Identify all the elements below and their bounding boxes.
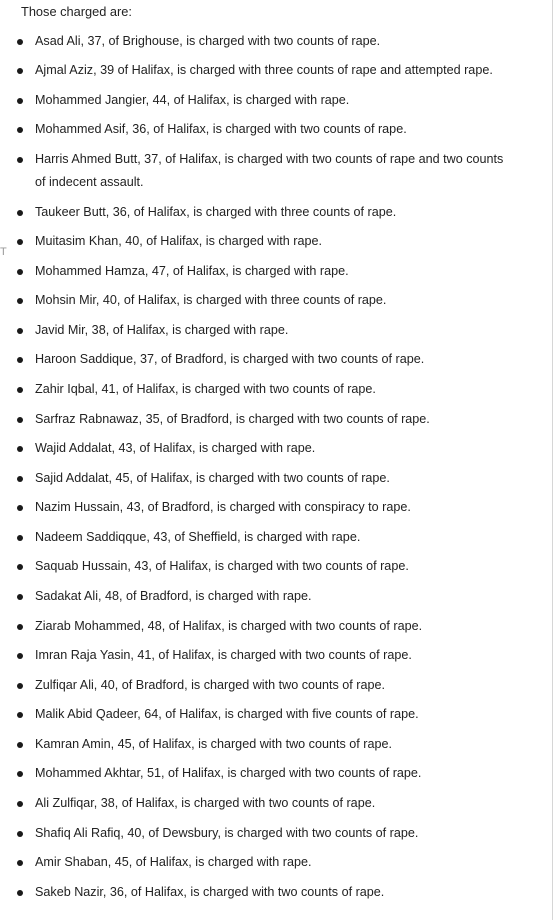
bullet-icon	[17, 417, 23, 423]
list-item	[35, 118, 515, 141]
list-item	[35, 348, 515, 371]
list-item-text: Mohammed Hamza, 47, of Halifax, is charged with rape.	[35, 264, 349, 278]
bullet-icon	[17, 831, 23, 837]
list-item-text: Mohammed Jangier, 44, of Halifax, is charged with rape.	[35, 93, 350, 107]
bullet-icon	[17, 269, 23, 275]
list-item	[35, 615, 515, 638]
list-item-text: Saquab Hussain, 43, of Halifax, is charged with two counts of rape.	[35, 559, 409, 573]
list-item	[35, 437, 515, 460]
right-edge-divider	[552, 0, 553, 920]
list-item-text: Asad Ali, 37, of Brighouse, is charged with two counts of rape.	[35, 34, 381, 48]
bullet-icon	[17, 298, 23, 304]
list-item-text: Malik Abid Qadeer, 64, of Halifax, is charged with five counts of rape.	[35, 707, 419, 721]
list-item	[35, 408, 515, 431]
bullet-icon	[17, 98, 23, 104]
list-item-text: Mohammed Akhtar, 51, of Halifax, is charged with two counts of rape.	[35, 766, 422, 780]
bullet-icon	[17, 328, 23, 334]
list-item-text: Zahir Iqbal, 41, of Halifax, is charged with two counts of rape.	[35, 382, 376, 396]
bullet-icon	[17, 535, 23, 541]
list-item-text: Amir Shaban, 45, of Halifax, is charged with rape.	[35, 855, 312, 869]
list-item	[35, 319, 515, 342]
bullet-icon	[17, 157, 23, 163]
list-item-text: Sadakat Ali, 48, of Bradford, is charged with rape.	[35, 589, 312, 603]
list-item	[35, 59, 515, 82]
bullet-icon	[17, 476, 23, 482]
bullet-icon	[17, 801, 23, 807]
bullet-icon	[17, 624, 23, 630]
left-margin-mark: T	[0, 246, 7, 258]
list-item-text: Muitasim Khan, 40, of Halifax, is charged with rape.	[35, 234, 322, 248]
list-item-text: Wajid Addalat, 43, of Halifax, is charged with rape.	[35, 441, 316, 455]
list-item-text: Nazim Hussain, 43, of Bradford, is charged with conspiracy to rape.	[35, 500, 411, 514]
list-item	[35, 467, 515, 490]
list-item	[35, 792, 515, 815]
list-item-text: Zulfiqar Ali, 40, of Bradford, is charged with two counts of rape.	[35, 678, 386, 692]
list-item	[35, 30, 515, 53]
list-item	[35, 674, 515, 697]
list-item-text: Kamran Amin, 45, of Halifax, is charged with two counts of rape.	[35, 737, 392, 751]
list-item	[35, 822, 515, 845]
list-item-text: Harris Ahmed Butt, 37, of Halifax, is charged with two counts of rape and two counts of indecent assault.	[35, 152, 504, 189]
list-item-text: Ajmal Aziz, 39 of Halifax, is charged with three counts of rape and attempted rape.	[35, 63, 493, 77]
bullet-icon	[17, 446, 23, 452]
list-item	[35, 555, 515, 578]
list-item	[35, 644, 515, 667]
list-item	[35, 585, 515, 608]
list-item-text: Sajid Addalat, 45, of Halifax, is charged with two counts of rape.	[35, 471, 390, 485]
list-item-text: Mohsin Mir, 40, of Halifax, is charged with three counts of rape.	[35, 293, 387, 307]
bullet-icon	[17, 683, 23, 689]
list-item	[35, 378, 515, 401]
list-item-text: Taukeer Butt, 36, of Halifax, is charged with three counts of rape.	[35, 205, 397, 219]
list-item	[35, 289, 515, 312]
list-item-text: Haroon Saddique, 37, of Bradford, is charged with two counts of rape.	[35, 352, 425, 366]
bullet-icon	[17, 39, 23, 45]
bullet-icon	[17, 860, 23, 866]
bullet-icon	[17, 387, 23, 393]
bullet-icon	[17, 210, 23, 216]
bullet-icon	[17, 771, 23, 777]
list-item-text: Javid Mir, 38, of Halifax, is charged with rape.	[35, 323, 289, 337]
list-item	[35, 762, 515, 785]
bullet-icon	[17, 127, 23, 133]
bullet-icon	[17, 653, 23, 659]
list-item	[35, 89, 515, 112]
bullet-icon	[17, 505, 23, 511]
list-item	[35, 703, 515, 726]
list-item-text: Imran Raja Yasin, 41, of Halifax, is charged with two counts of rape.	[35, 648, 412, 662]
list-item-text: Mohammed Asif, 36, of Halifax, is charged with two counts of rape.	[35, 122, 407, 136]
list-item	[35, 260, 515, 283]
list-item-text: Sarfraz Rabnawaz, 35, of Bradford, is charged with two counts of rape.	[35, 412, 430, 426]
list-item-text: Nadeem Saddiqque, 43, of Sheffield, is charged with rape.	[35, 530, 361, 544]
list-item	[35, 148, 515, 194]
bullet-icon	[17, 890, 23, 896]
list-item	[35, 851, 515, 874]
list-item	[35, 230, 515, 253]
intro-text: Those charged are:	[21, 4, 132, 19]
bullet-icon	[17, 742, 23, 748]
list-item-text: Ziarab Mohammed, 48, of Halifax, is charged with two counts of rape.	[35, 619, 423, 633]
list-item-text: Sakeb Nazir, 36, of Halifax, is charged with two counts of rape.	[35, 885, 385, 899]
list-item-text: Ali Zulfiqar, 38, of Halifax, is charged with two counts of rape.	[35, 796, 376, 810]
bullet-icon	[17, 68, 23, 74]
bullet-icon	[17, 712, 23, 718]
list-item	[35, 201, 515, 224]
bullet-icon	[17, 357, 23, 363]
list-item-text: Shafiq Ali Rafiq, 40, of Dewsbury, is charged with two counts of rape.	[35, 826, 419, 840]
bullet-icon	[17, 239, 23, 245]
bullet-icon	[17, 594, 23, 600]
list-item	[35, 526, 515, 549]
list-item	[35, 496, 515, 519]
list-item	[35, 733, 515, 756]
list-item	[35, 881, 515, 904]
bullet-icon	[17, 564, 23, 570]
